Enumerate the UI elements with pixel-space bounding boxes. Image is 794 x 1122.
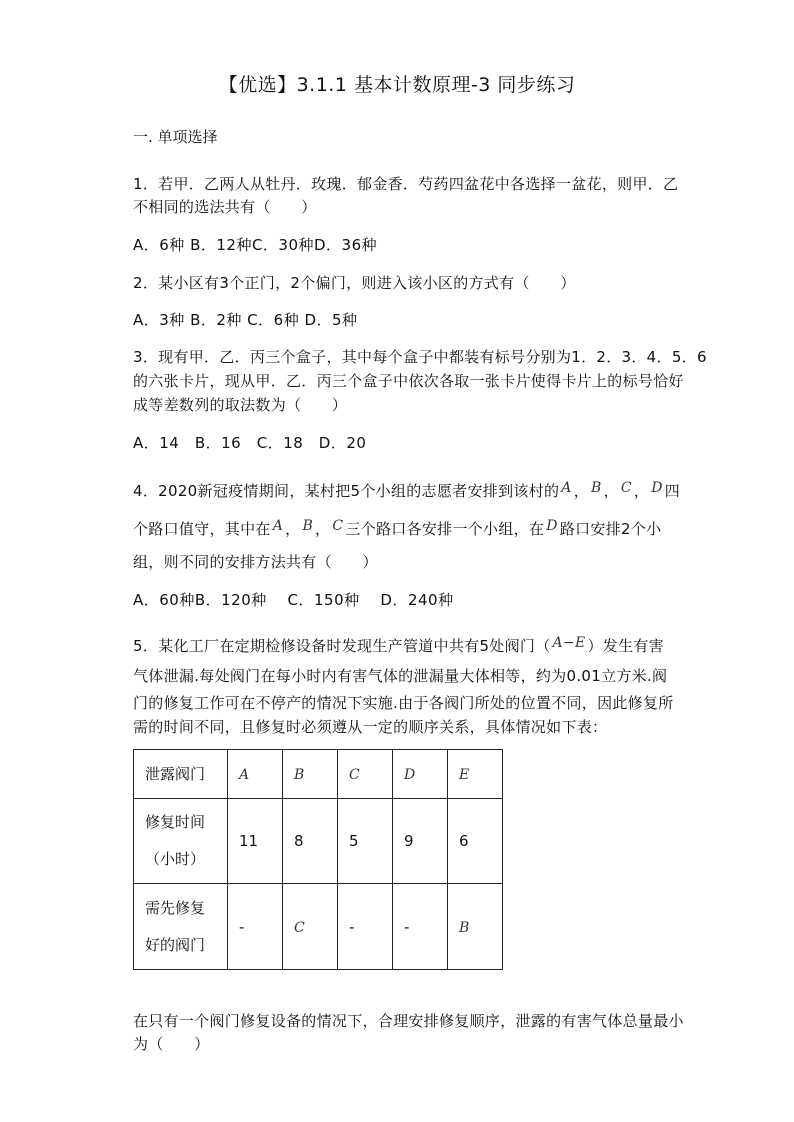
q2-options: A．3种 B．2种 C．6种 D．5种 (133, 311, 358, 329)
table-cell: - (338, 884, 393, 970)
table-cell: 5 (338, 799, 393, 884)
row-header: 需先修复 好的阀门 (134, 884, 228, 970)
table-row (134, 750, 503, 799)
table-cell: C (283, 884, 338, 970)
row-header: 修复时间 （小时） (134, 799, 228, 884)
table-cell: B (448, 884, 503, 970)
q4-text: 4．2020新冠疫情期间，某村把5个小组的志愿者安排到该村的 (133, 482, 560, 500)
document-title: 【优选】3.1.1 基本计数原理-3 同步练习 (218, 74, 576, 96)
math-var-c: C (620, 480, 632, 496)
q5-stem-line-1: 5．某化工厂在定期检修设备时发现生产管道中共有5处阀门（ A−E ）发生有害 (133, 635, 664, 655)
table-row (134, 884, 503, 970)
table-cell: - (228, 884, 283, 970)
valve-table (133, 749, 503, 970)
table-cell: E (448, 750, 503, 799)
q5-question-line-2: 为（ ） (133, 1035, 210, 1053)
q4-stem-line-2: 个路口值守，其中在 A ， B ， C 三个路口各安排一个小组，在 D 路口安排2个小 (133, 518, 662, 538)
q1-stem-line-2: 不相同的选法共有（ ） (133, 198, 317, 216)
math-var-a: A (561, 480, 572, 496)
table-cell: D (393, 750, 448, 799)
q3-options: A．14 B．16 C．18 D．20 (133, 434, 367, 452)
table-row (134, 799, 503, 884)
math-var-b: B (591, 480, 602, 496)
math-var-d: D (651, 480, 663, 496)
q4-stem-line-1: 4．2020新冠疫情期间，某村把5个小组的志愿者安排到该村的 A ， B ， C ， D 四 (133, 480, 681, 500)
table-cell: 8 (283, 799, 338, 884)
q5-stem-line-4: 需的时间不同，且修复时必须遵从一定的顺序关系，具体情况如下表： (133, 718, 608, 736)
table-cell: 11 (228, 799, 283, 884)
q3-stem-line-3: 成等差数列的取法数为（ ） (133, 396, 348, 414)
table-cell: 9 (393, 799, 448, 884)
q5-stem-line-2: 气体泄漏.每处阀门在每小时内有害气体的泄漏量大体相等，约为0.01立方米.阀 (133, 667, 668, 685)
table-cell: 6 (448, 799, 503, 884)
q3-stem-line-1: 3．现有甲．乙．丙三个盒子，其中每个盒子中都装有标号分别为1．2．3．4．5．6 (133, 348, 707, 366)
table-cell: B (283, 750, 338, 799)
row-header: 泄露阀门 (134, 750, 228, 799)
math-var-c: C (332, 518, 344, 534)
math-var-a: A (272, 518, 284, 534)
q5-question-line-1: 在只有一个阀门修复设备的情况下，合理安排修复顺序，泄露的有害气体总量最小 (133, 1012, 684, 1030)
q1-options: A．6种 B．12种C．30种D．36种 (133, 236, 378, 254)
q4-stem-line-3: 组，则不同的安排方法共有（ ） (133, 553, 378, 571)
math-var-b: B (302, 518, 314, 534)
q4-options: A．60种B．120种 C．150种 D．240种 (133, 591, 454, 609)
section-heading: 一. 单项选择 (133, 128, 218, 146)
math-var-d: D (546, 518, 558, 534)
table-cell: A (228, 750, 283, 799)
q1-stem-line-1: 1．若甲．乙两人从牡丹．玫瑰．郁金香．芍药四盆花中各选择一盆花，则甲．乙 (133, 175, 679, 193)
q3-stem-line-2: 的六张卡片，现从甲．乙．丙三个盒子中依次各取一张卡片使得卡片上的标号恰好 (133, 372, 684, 390)
q5-stem-line-3: 门的修复工作可在不停产的情况下实施.由于各阀门所处的位置不同，因此修复所 (133, 694, 674, 712)
table-cell: C (338, 750, 393, 799)
math-range: A−E (552, 635, 586, 651)
q2-stem: 2．某小区有3个正门，2个偏门，则进入该小区的方式有（ ） (133, 274, 576, 292)
table-cell: - (393, 884, 448, 970)
